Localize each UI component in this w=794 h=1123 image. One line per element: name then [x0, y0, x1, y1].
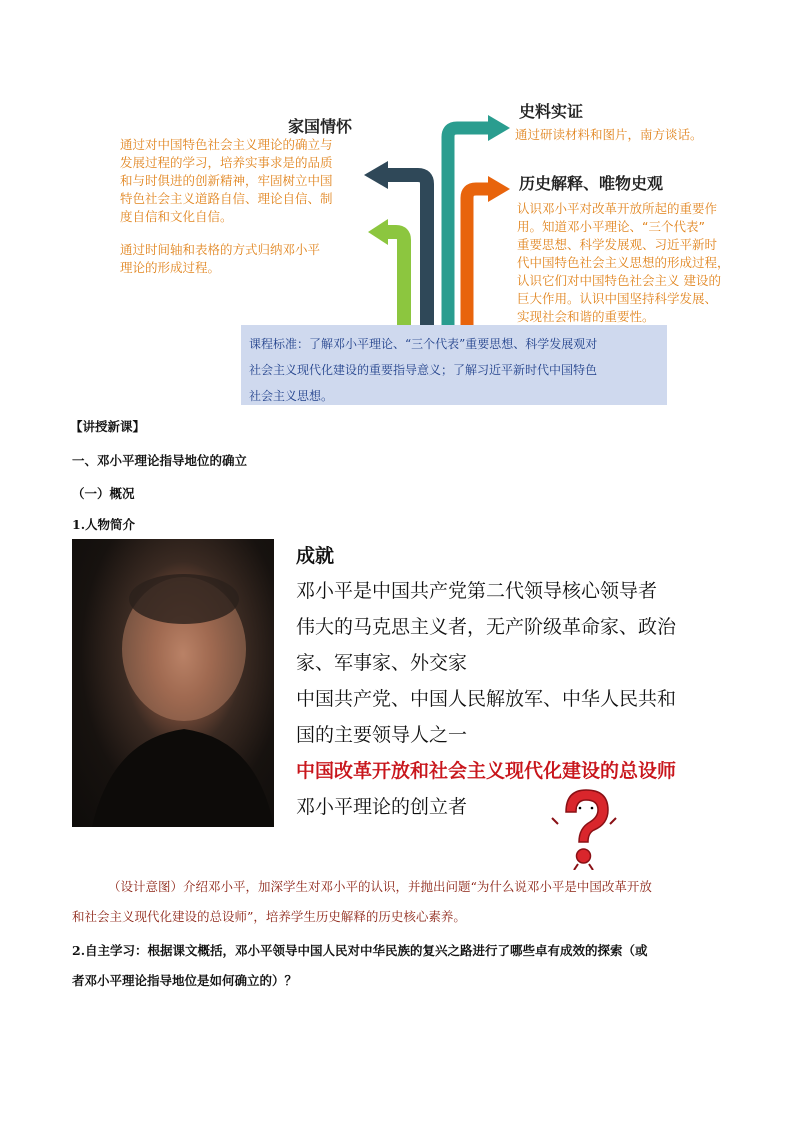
text-line: 通过对中国特色社会主义理论的确立与: [120, 137, 333, 152]
text-line: 和与时俱进的创新精神，牢固树立中国: [120, 173, 333, 188]
teal-arrowhead: [488, 115, 510, 141]
question-2: [72, 936, 732, 996]
orange-arrow: [467, 189, 490, 326]
text-line: 认识它们对中国特色社会主义 建设的: [517, 273, 721, 288]
card-last: 邓小平理论的创立者: [296, 796, 468, 818]
text-line: 认识邓小平对改革开放所起的重要作: [517, 201, 718, 216]
shiliao-title: 史料实证: [519, 102, 584, 121]
question-line: 2.自主学习：根据课文概括，邓小平领导中国人民对中华民族的复兴之路进行了哪些卓有成效的探索（或: [72, 943, 648, 958]
card-line: 邓小平是中国共产党第二代领导核心领导者: [296, 580, 658, 602]
heading-2: （一）概况: [72, 486, 135, 501]
design-intent: [72, 872, 732, 932]
achievements-card: [296, 539, 726, 825]
text-line: 实现社会和谐的重要性。: [517, 309, 655, 324]
standard-line: 社会主义思想。: [249, 389, 334, 403]
jiaguo-title: 家国情怀: [288, 117, 353, 136]
heading-3: 1.人物简介: [72, 517, 136, 532]
course-standard-box: [241, 325, 667, 405]
design-line: 和社会主义现代化建设的总设师”，培养学生历史解释的历史核心素养。: [72, 909, 466, 924]
text-line: 重要思想、科学发展观、习近平新时: [517, 237, 718, 252]
question-mark-icon: [548, 784, 620, 870]
section-tag: 【讲授新课】: [70, 419, 146, 434]
standard-line: 课程标准：了解邓小平理论、“三个代表”重要思想、科学发展观对: [249, 337, 598, 351]
card-title: 成就: [296, 545, 335, 567]
text-line: 发展过程的学习，培养实事求是的品质: [120, 155, 333, 170]
green-arrow: [385, 232, 404, 326]
jiaguo-text: [120, 136, 370, 226]
text-line: 代中国特色社会主义思想的形成过程，: [517, 255, 730, 270]
portrait-photo: [72, 539, 274, 827]
question-line: 者邓小平理论指导地位是如何确立的）？: [72, 973, 298, 988]
text-line: 通过时间轴和表格的方式归纳邓小平: [120, 242, 321, 257]
standard-line: 社会主义现代化建设的重要指导意义；了解习近平新时代中国特色: [249, 363, 598, 377]
green-arrowhead: [368, 219, 388, 245]
text-line: 度自信和文化自信。: [120, 209, 233, 224]
text-line: 用。知道邓小平理论、“三个代表”: [517, 219, 705, 234]
timeline-text: [120, 241, 370, 277]
text-line: 特色社会主义道路自信、理论自信、制: [120, 191, 333, 206]
card-line: 中国共产党、中国人民解放军、中华人民共和: [296, 688, 677, 710]
card-line: 伟大的马克思主义者，无产阶级革命家、政治: [296, 616, 677, 638]
shiliao-text: 通过研读材料和图片，南方谈话。: [515, 127, 703, 142]
card-line: 家、军事家、外交家: [296, 652, 468, 674]
text-line: 巨大作用。认识中国坚持科学发展、: [517, 291, 718, 306]
portrait-figure: [72, 539, 274, 827]
heading-1: 一、邓小平理论指导地位的确立: [72, 453, 248, 468]
card-line: 国的主要领导人之一: [296, 724, 468, 746]
design-line: （设计意图）介绍邓小平，加深学生对邓小平的认识，并抛出问题“为什么说邓小平是中国改革开放: [108, 879, 652, 894]
orange-arrowhead: [488, 176, 510, 202]
lishi-text: [517, 200, 767, 326]
card-highlight: 中国改革开放和社会主义现代化建设的总设师: [296, 760, 677, 782]
lishi-title: 历史解释、唯物史观: [519, 174, 664, 193]
text-line: 理论的形成过程。: [120, 260, 221, 275]
